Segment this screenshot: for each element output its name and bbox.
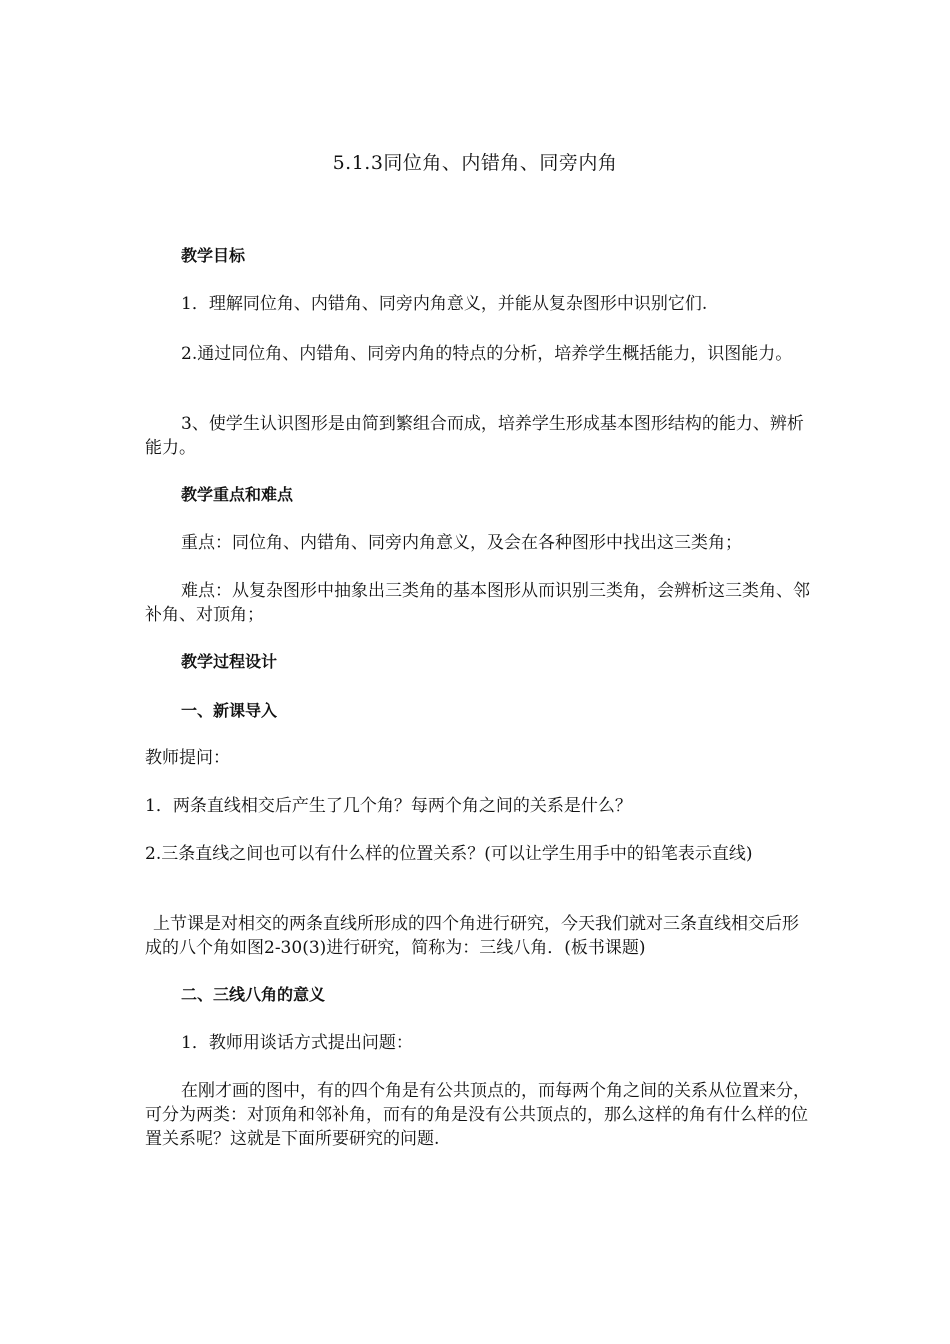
key-points-heading: 教学重点和难点 bbox=[181, 485, 294, 504]
process-heading: 教学过程设计 bbox=[181, 652, 278, 671]
question-2: 2.三条直线之间也可以有什么样的位置关系？(可以让学生用手中的铅笔表示直线) bbox=[145, 844, 753, 864]
objective-1: 1．理解同位角、内错角、同旁内角意义，并能从复杂图形中识别它们. bbox=[181, 294, 708, 314]
part1-heading: 一、新课导入 bbox=[181, 701, 278, 720]
objectives-heading: 教学目标 bbox=[181, 246, 246, 265]
objective-2: 2.通过同位角、内错角、同旁内角的特点的分析，培养学生概括能力，识图能力。 bbox=[181, 344, 793, 364]
teacher-asks: 教师提问： bbox=[145, 748, 230, 768]
part2-heading: 二、三线八角的意义 bbox=[181, 985, 326, 1004]
objective-3: 3、使学生认识图形是由简到繁组合而成，培养学生形成基本图形结构的能力、辨析能力。 bbox=[145, 414, 804, 458]
teacher-step-1: 1．教师用谈话方式提出问题： bbox=[181, 1033, 413, 1053]
intro-paragraph: 上节课是对相交的两条直线所形成的四个角进行研究，今天我们就对三条直线相交后形成的八个角如图2-30(3)进行研究，简称为：三线八角．(板书课题) bbox=[145, 914, 799, 958]
discussion-paragraph: 在刚才画的图中，有的四个角是有公共顶点的，而每两个角之间的关系从位置来分，可分为两类：对顶角和邻补角，而有的角是没有公共顶点的，那么这样的角有什么样的位置关系呢？这就是下面所要研究的问题. bbox=[145, 1081, 810, 1149]
difficulty: 难点：从复杂图形中抽象出三类角的基本图形从而识别三类角，会辨析这三类角、邻补角、对顶角； bbox=[145, 581, 810, 625]
page-title: 5.1.3同位角、内错角、同旁内角 bbox=[332, 152, 618, 174]
key-point: 重点：同位角、内错角、同旁内角意义，及会在各种图形中找出这三类角； bbox=[181, 533, 742, 553]
question-1: 1．两条直线相交后产生了几个角？每两个角之间的关系是什么？ bbox=[145, 796, 632, 816]
